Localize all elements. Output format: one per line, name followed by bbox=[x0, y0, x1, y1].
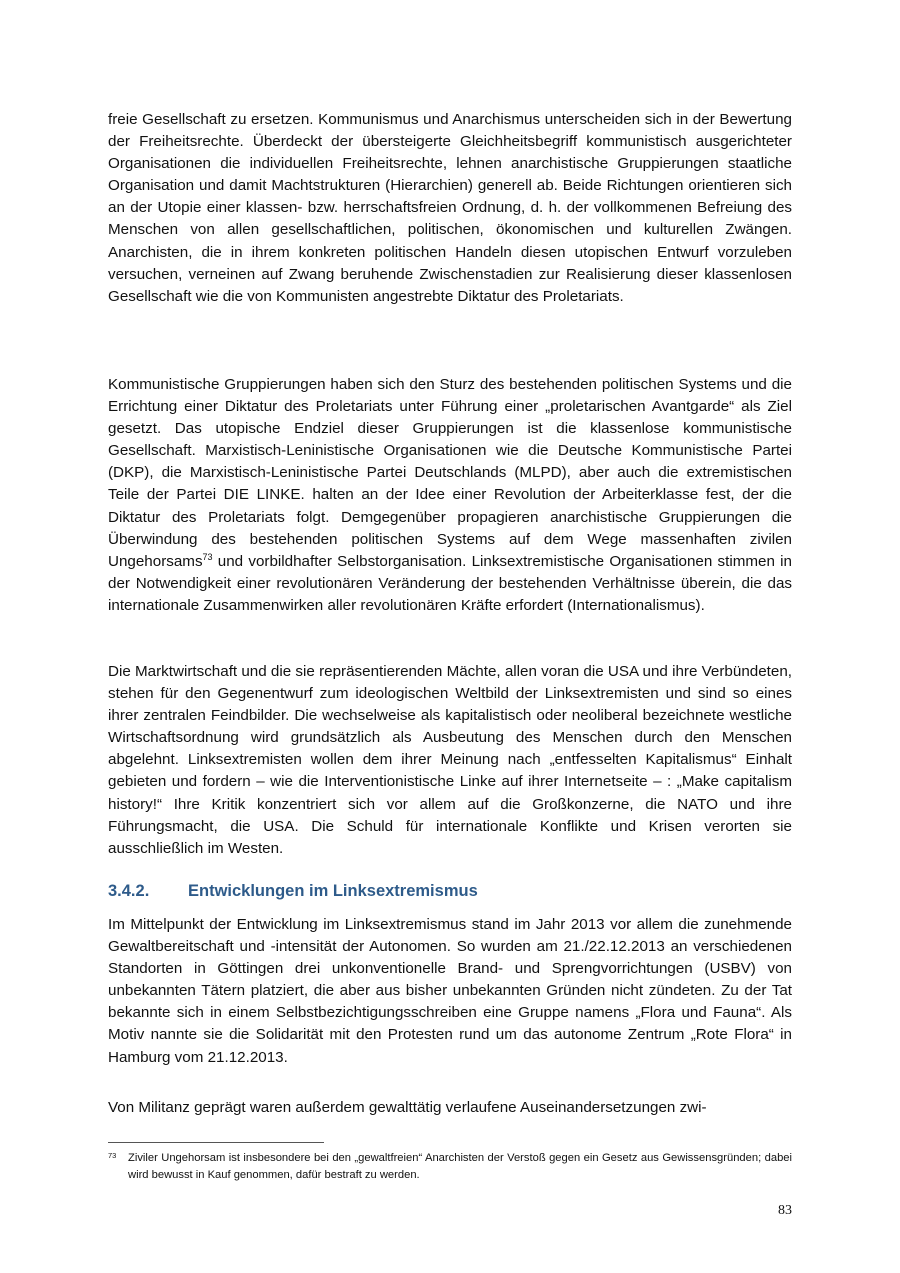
footnote-reference[interactable]: 73 bbox=[202, 551, 213, 562]
footnote-text: Ziviler Ungehorsam ist insbesondere bei den „gewaltfreien“ Anarchisten der Verstoß gegen ein Gesetz aus Gewissensgründen; dabei wird bewusst in Kauf genommen, dafür bestraft zu werden. bbox=[128, 1152, 792, 1181]
footnote-number: 73 bbox=[108, 1151, 117, 1160]
section-heading bbox=[108, 882, 792, 901]
section-number: 3.4.2. bbox=[108, 882, 150, 900]
paragraph-market-economy bbox=[108, 661, 792, 860]
footnote bbox=[108, 1150, 792, 1183]
paragraph-developments bbox=[108, 914, 792, 1069]
paragraph-text bbox=[108, 374, 792, 617]
paragraph-text-part1: Kommunistische Gruppierungen haben sich den Sturz des bestehenden politischen Systems und die Errichtung einer Diktatur des Proletariats unter Führung einer „proletarischen Avantgarde“ als Ziel gesetzt. Das utopische Endziel dieser Gruppierungen ist die klassenlose kommunistische Gesellschaft. Marxistisch-Leninistische Organisationen wie die Deutsche Kommunistische Partei (DKP), die Marxistisch-Leninistische Partei Deutschlands (MLPD), aber auch die extremistischen Teile der Partei DIE LINKE. halten an der Idee einer Revolution der Arbeiterklasse fest, der die Diktatur des Proletariats folgt. Demgegenüber propagieren anarchistische Gruppierungen die Überwindung des bestehenden politischen Systems auf dem Wege massenhaften zivilen Ungehorsams bbox=[108, 376, 792, 570]
section-title: Entwicklungen im Linksextremismus bbox=[188, 882, 478, 900]
page-number: 83 bbox=[778, 1203, 792, 1218]
paragraph-text-part2: und vorbildhafter Selbstorganisation. Linksextremistische Organisationen stimmen in der Notwendigkeit einer revolutionären Veränderung der bestehenden Verhältnisse überein, die das internationale Zusammenwirken aller revolutionären Kräfte erfordert (Internationalismus). bbox=[108, 552, 792, 614]
paragraph-text: Die Marktwirtschaft und die sie repräsentierenden Mächte, allen voran die USA und ihre Verbündeten, stehen für den Gegenentwurf zum ideologischen Weltbild der Linksextremisten und sind so eines ihrer zentralen Feindbilder. Die wechselweise als kapitalistisch oder neoliberal bezeichnete westliche Wirtschaftsordnung wird grundsätzlich als Ausbeutung des Menschen durch den Menschen abgelehnt. Linksextremisten wollen dem ihrer Meinung nach „entfesselten Kapitalismus“ Einhalt gebieten und fordern – wie die Interventionistische Linke auf ihrer Internetseite – : „Make capitalism history!“ Ihre Kritik konzentriert sich vor allem auf die Großkonzerne, die NATO und ihre Führungsmacht, die USA. Die Schuld für internationale Konflikte und Krisen verorten sie ausschließlich im Westen. bbox=[108, 663, 792, 857]
paragraph-militancy bbox=[108, 1097, 792, 1119]
paragraph-text: Im Mittelpunkt der Entwicklung im Linksextremismus stand im Jahr 2013 vor allem die zunehmende Gewaltbereitschaft und -intensität der Autonomen. So wurden am 21./22.12.2013 an verschiedenen Standorten in Göttingen drei unkonventionelle Brand- und Sprengvorrichtungen (USBV) von unbekannten Tätern platziert, die aber aus bisher unbekannten Gründen nicht zündeten. Zu der Tat bekannte sich in einem Selbstbezichtigungsschreiben eine Gruppe namens „Flora und Fauna“. Als Motiv nannte sie die Solidarität mit den Protesten rund um das autonome Zentrum „Rote Flora“ in Hamburg vom 21.12.2013. bbox=[108, 916, 792, 1066]
paragraph-text: freie Gesellschaft zu ersetzen. Kommunismus und Anarchismus unterscheiden sich in der Bewertung der Freiheitsrechte. Überdeckt der übersteigerte Gleichheitsbegriff kommunistisch ausgerichteter Organisationen die individuellen Freiheitsrechte, lehnen anarchistische Gruppierungen staatliche Organisation und damit Machtstrukturen (Hierarchien) generell ab. Beide Richtungen orientieren sich an der Utopie einer klassen- bzw. herrschaftsfreien Ordnung, d. h. der vollkommenen Befreiung des Menschen von allen gesellschaftlichen, politischen, ökonomischen und kulturellen Zwängen. Anarchisten, die in ihrem konkreten politischen Handeln diesen utopischen Entwurf vorzuleben versuchen, verneinen auf Zwang beruhende Zwischenstadien zur Realisierung dieser klassenlosen Gesellschaft wie die von Kommunisten angestrebte Diktatur des Proletariats. bbox=[108, 111, 792, 305]
footnote-divider bbox=[108, 1142, 324, 1143]
paragraph-text: Von Militanz geprägt waren außerdem gewalttätig verlaufene Auseinandersetzungen zwi- bbox=[108, 1099, 707, 1116]
paragraph-communist-groups bbox=[108, 374, 792, 617]
paragraph-communism-anarchism bbox=[108, 109, 792, 308]
